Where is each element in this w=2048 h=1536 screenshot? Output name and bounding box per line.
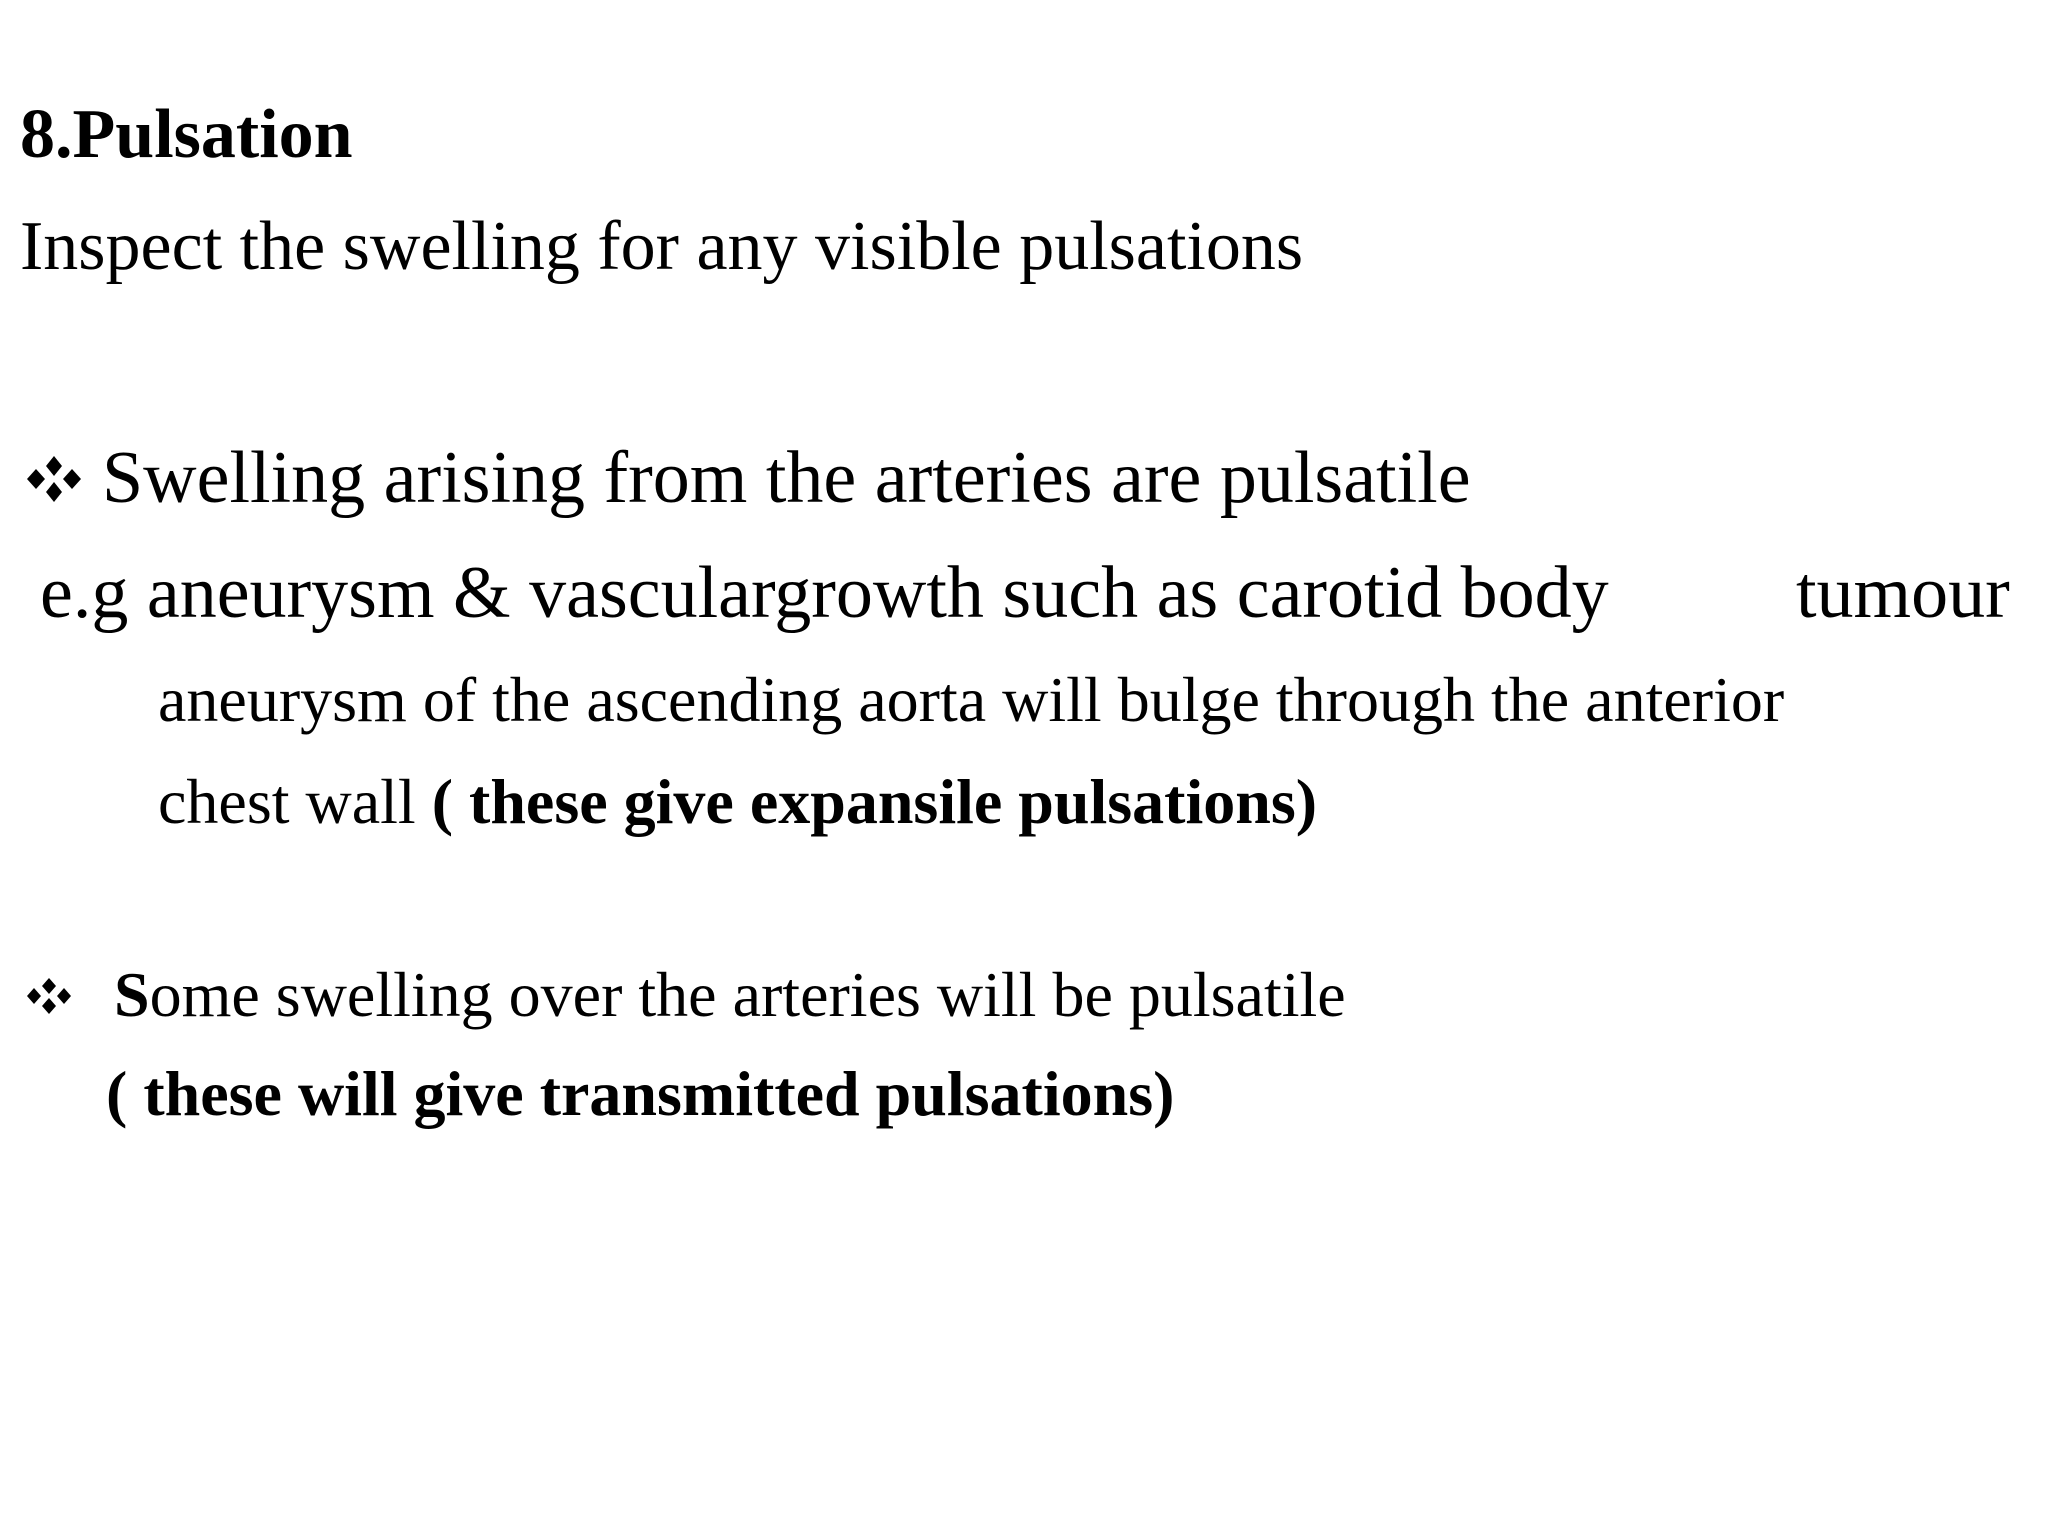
- slide-heading: 8.Pulsation: [20, 96, 353, 173]
- example-line-end: tumour: [1796, 552, 2010, 634]
- bullet-point-2-first-letter: S: [114, 959, 150, 1030]
- detail-line-2: [158, 766, 1318, 837]
- bullet-point-2-text: ome swelling over the arteries will be pulsatile: [149, 959, 1346, 1030]
- detail-line-1: aneurysm of the ascending aorta will bulge through the anterior: [158, 664, 1785, 735]
- intro-text: Inspect the swelling for any visible pulsations: [20, 208, 1304, 285]
- four-diamond-bullet-icon: [26, 454, 96, 504]
- four-diamond-bullet-icon: [26, 976, 114, 1016]
- transmitted-pulsations-note: ( these will give transmitted pulsations): [106, 1058, 1175, 1129]
- example-line: e.g aneurysm & vasculargrowth such as carotid body: [40, 552, 1609, 634]
- bullet-point-1-text: Swelling arising from the arteries are pulsatile: [102, 437, 1471, 519]
- bullet-point-2: [26, 959, 1346, 1030]
- bullet-point-1: [26, 437, 1471, 519]
- expansile-pulsations-note: ( these give expansile pulsations): [431, 766, 1318, 837]
- detail-line-2-plain: chest wall: [158, 766, 416, 837]
